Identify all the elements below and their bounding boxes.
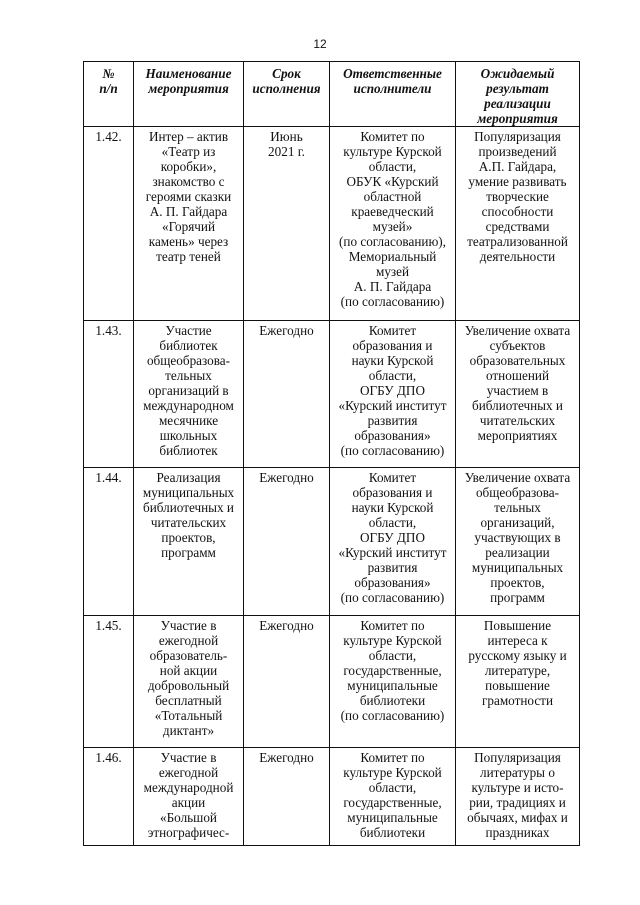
table-row (84, 468, 580, 616)
row-responsible: Комитет по культуре Курской области, государственные, муниципальные библиотеки (по согласованию) (330, 616, 456, 748)
row-responsible: Комитет по культуре Курской области, государственные, муниципальные библиотеки (330, 748, 456, 846)
row-expected-result: Увеличение охвата общеобразова- тельных организаций, участвующих в реализации муниципальных проектов, программ (456, 468, 580, 616)
header-responsible: Ответственные исполнители (330, 62, 456, 127)
header-number: № п/п (84, 62, 134, 127)
header-expected-result: Ожидаемый результат реализации мероприятия (456, 62, 580, 127)
row-number: 1.46. (84, 748, 134, 846)
row-deadline: Ежегодно (244, 321, 330, 468)
row-event-name: Участие в ежегодной международной акции «Большой этнографичес- (134, 748, 244, 846)
row-number: 1.45. (84, 616, 134, 748)
row-expected-result: Популяризация произведений А.П. Гайдара, умение развивать творческие способности средствами театрализованной деятельности (456, 127, 580, 321)
row-number: 1.42. (84, 127, 134, 321)
row-number: 1.44. (84, 468, 134, 616)
header-event-name: Наименование мероприятия (134, 62, 244, 127)
header-deadline: Срок исполнения (244, 62, 330, 127)
table-header-row (84, 62, 580, 127)
table-row (84, 616, 580, 748)
row-deadline: Ежегодно (244, 616, 330, 748)
row-responsible: Комитет образования и науки Курской области, ОГБУ ДПО «Курский институт развития образования» (по согласованию) (330, 321, 456, 468)
row-event-name: Реализация муниципальных библиотечных и читательских проектов, программ (134, 468, 244, 616)
table-row (84, 748, 580, 846)
row-event-name: Интер – актив «Театр из коробки», знакомство с героями сказки А. П. Гайдара «Горячий камень» через театр теней (134, 127, 244, 321)
row-deadline: Ежегодно (244, 468, 330, 616)
events-plan-table (83, 61, 580, 846)
row-responsible: Комитет образования и науки Курской области, ОГБУ ДПО «Курский институт развития образования» (по согласованию) (330, 468, 456, 616)
row-event-name: Участие в ежегодной образователь- ной акции добровольный бесплатный «Тотальный диктант» (134, 616, 244, 748)
row-deadline: Июнь 2021 г. (244, 127, 330, 321)
row-event-name: Участие библиотек общеобразова- тельных организаций в международном месячнике школьных библиотек (134, 321, 244, 468)
row-expected-result: Популяризация литературы о культуре и исто- рии, традициях и обычаях, мифах и праздниках (456, 748, 580, 846)
table-row (84, 321, 580, 468)
row-deadline: Ежегодно (244, 748, 330, 846)
row-responsible: Комитет по культуре Курской области, ОБУК «Курский областной краеведческий музей» (по согласованию), Мемориальный музей А. П. Гайдара (по согласованию) (330, 127, 456, 321)
row-expected-result: Повышение интереса к русскому языку и литературе, повышение грамотности (456, 616, 580, 748)
table-row (84, 127, 580, 321)
page-number: 12 (313, 37, 327, 51)
row-number: 1.43. (84, 321, 134, 468)
row-expected-result: Увеличение охвата субъектов образовательных отношений участием в библиотечных и читательских мероприятиях (456, 321, 580, 468)
